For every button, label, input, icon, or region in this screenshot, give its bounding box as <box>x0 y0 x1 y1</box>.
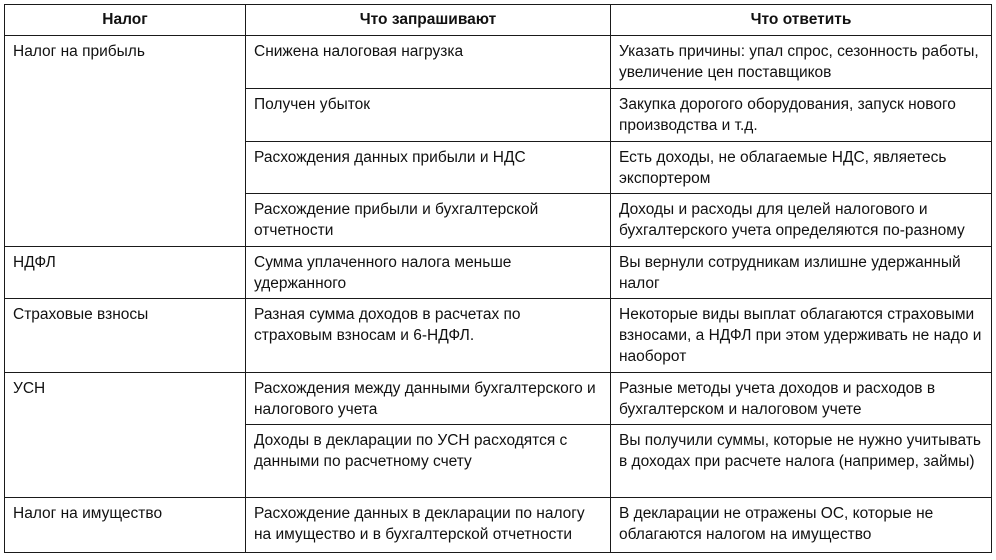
ask-cell: Снижена налоговая нагрузка <box>246 36 611 89</box>
table-row <box>5 299 992 373</box>
ask-cell: Сумма уплаченного налога меньше удержанного <box>246 247 611 299</box>
answer-cell: Закупка дорогого оборудования, запуск нового производства и т.д. <box>611 89 992 142</box>
tax-cell: НДФЛ <box>5 247 246 299</box>
header-ask: Что запрашивают <box>246 5 611 36</box>
answer-cell: В декларации не отражены ОС, которые не облагаются налогом на имущество <box>611 498 992 553</box>
header-tax: Налог <box>5 5 246 36</box>
ask-cell: Расхождение прибыли и бухгалтерской отчетности <box>246 194 611 247</box>
answer-cell: Вы получили суммы, которые не нужно учитывать в доходах при расчете налога (например, займы) <box>611 425 992 498</box>
table-row <box>5 498 992 553</box>
tax-cell: Налог на имущество <box>5 498 246 553</box>
ask-cell: Доходы в декларации по УСН расходятся с данными по расчетному счету <box>246 425 611 498</box>
table-row <box>5 36 992 89</box>
tax-cell: УСН <box>5 373 246 498</box>
answer-cell: Разные методы учета доходов и расходов в бухгалтерском и налоговом учете <box>611 373 992 425</box>
table-row <box>5 247 992 299</box>
answer-cell: Доходы и расходы для целей налогового и бухгалтерского учета определяются по-разному <box>611 194 992 247</box>
answer-cell: Указать причины: упал спрос, сезонность работы, увеличение цен поставщиков <box>611 36 992 89</box>
table-row <box>5 373 992 425</box>
ask-cell: Расхождение данных в декларации по налогу на имущество и в бухгалтерской отчетности <box>246 498 611 553</box>
tax-questions-table <box>4 4 992 553</box>
tax-cell: Налог на прибыль <box>5 36 246 247</box>
answer-cell: Вы вернули сотрудникам излишне удержанный налог <box>611 247 992 299</box>
answer-cell: Некоторые виды выплат облагаются страховыми взносами, а НДФЛ при этом удерживать не надо и наоборот <box>611 299 992 373</box>
header-row <box>5 5 992 36</box>
ask-cell: Разная сумма доходов в расчетах по страховым взносам и 6-НДФЛ. <box>246 299 611 373</box>
answer-cell: Есть доходы, не облагаемые НДС, являетесь экспортером <box>611 142 992 194</box>
tax-cell: Страховые взносы <box>5 299 246 373</box>
ask-cell: Расхождения между данными бухгалтерского и налогового учета <box>246 373 611 425</box>
ask-cell: Расхождения данных прибыли и НДС <box>246 142 611 194</box>
header-answer: Что ответить <box>611 5 992 36</box>
ask-cell: Получен убыток <box>246 89 611 142</box>
